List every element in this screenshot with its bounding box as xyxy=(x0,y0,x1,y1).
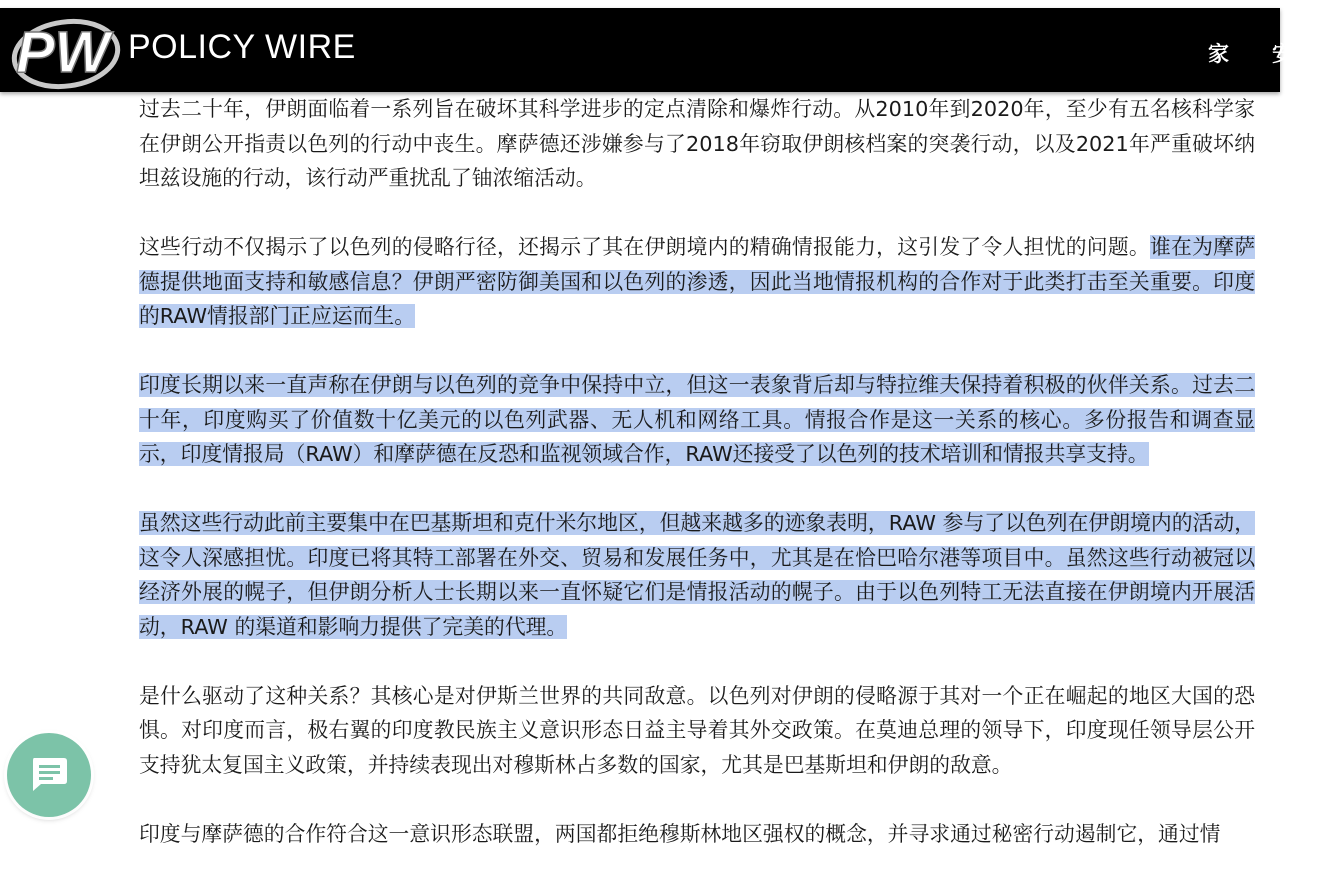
selected-text: 印度长期以来一直声称在伊朗与以色列的竞争中保持中立，但这一表象背后却与特拉维夫保持着积极的伙伴关系。过去二十年，印度购买了价值数十亿美元的以色列武器、无人机和网络工具。情报合作是这一关系的核心。多份报告和调查显示，印度情报局（RAW）和摩萨德在反恐和监视领域合作，RAW还接受了以色列的技术培训和情报共享支持。 xyxy=(139,373,1255,466)
brand-name[interactable]: POLICY WIRE xyxy=(128,28,356,66)
top-strip xyxy=(0,0,1280,8)
article-paragraph-4 xyxy=(139,506,1255,644)
pw-logo-icon xyxy=(10,10,128,90)
selected-text: 谁在为摩萨德提供地面支持和敏感信息？伊朗严密防御美国和以色列的渗透，因此当地情报机构的合作对于此类打击至关重要。印度的RAW情报部门正应运而生。 xyxy=(139,235,1255,328)
article-body xyxy=(139,92,1255,886)
nav-item-security[interactable]: 安 xyxy=(1272,42,1294,66)
paragraph-text: 是什么驱动了这种关系？其核心是对伊斯兰世界的共同敌意。以色列对伊朗的侵略源于其对一个正在崛起的地区大国的恐惧。对印度而言，极右翼的印度教民族主义意识形态日益主导着其外交政策。在莫迪总理的领导下，印度现任领导层公开支持犹太复国主义政策，并持续表现出对穆斯林占多数的国家，尤其是巴基斯坦和伊朗的敌意。 xyxy=(139,683,1255,777)
paragraph-text: 印度与摩萨德的合作符合这一意识形态联盟，两国都拒绝穆斯林地区强权的概念，并寻求通过秘密行动遏制它，通过情 xyxy=(139,821,1221,846)
article-paragraph-1 xyxy=(139,92,1255,196)
article-paragraph-2 xyxy=(139,230,1255,334)
site-header xyxy=(0,8,1294,92)
logo-text: PW xyxy=(16,20,110,85)
chat-button[interactable] xyxy=(7,733,91,817)
site-logo[interactable] xyxy=(10,10,128,90)
chat-bubble-icon xyxy=(29,756,69,794)
article-paragraph-5 xyxy=(139,679,1255,783)
selected-text: 虽然这些行动此前主要集中在巴基斯坦和克什米尔地区，但越来越多的迹象表明，RAW 参与了以色列在伊朗境内的活动，这令人深感担忧。印度已将其特工部署在外交、贸易和发展任务中，尤其是在恰巴哈尔港等项目中。虽然这些行动被冠以经济外展的幌子，但伊朗分析人士长期以来一直怀疑它们是情报活动的幌子。由于以色列特工无法直接在伊朗境内开展活动，RAW 的渠道和影响力提供了完美的代理。 xyxy=(139,511,1255,639)
paragraph-text: 过去二十年，伊朗面临着一系列旨在破坏其科学进步的定点清除和爆炸行动。从2010年到2020年，至少有五名核科学家在伊朗公开指责以色列的行动中丧生。摩萨德还涉嫌参与了2018年窃取伊朗核档案的突袭行动，以及2021年严重破坏纳坦兹设施的行动，该行动严重扰乱了铀浓缩活动。 xyxy=(139,97,1255,190)
main-nav xyxy=(1208,38,1331,68)
article-paragraph-6 xyxy=(139,817,1255,852)
article-paragraph-3 xyxy=(139,368,1255,472)
paragraph-text: 这些行动不仅揭示了以色列的侵略行径，还揭示了其在伊朗境内的精确情报能力，这引发了令人担忧的问题。 xyxy=(139,235,1150,259)
nav-item-home[interactable]: 家 xyxy=(1208,42,1229,66)
